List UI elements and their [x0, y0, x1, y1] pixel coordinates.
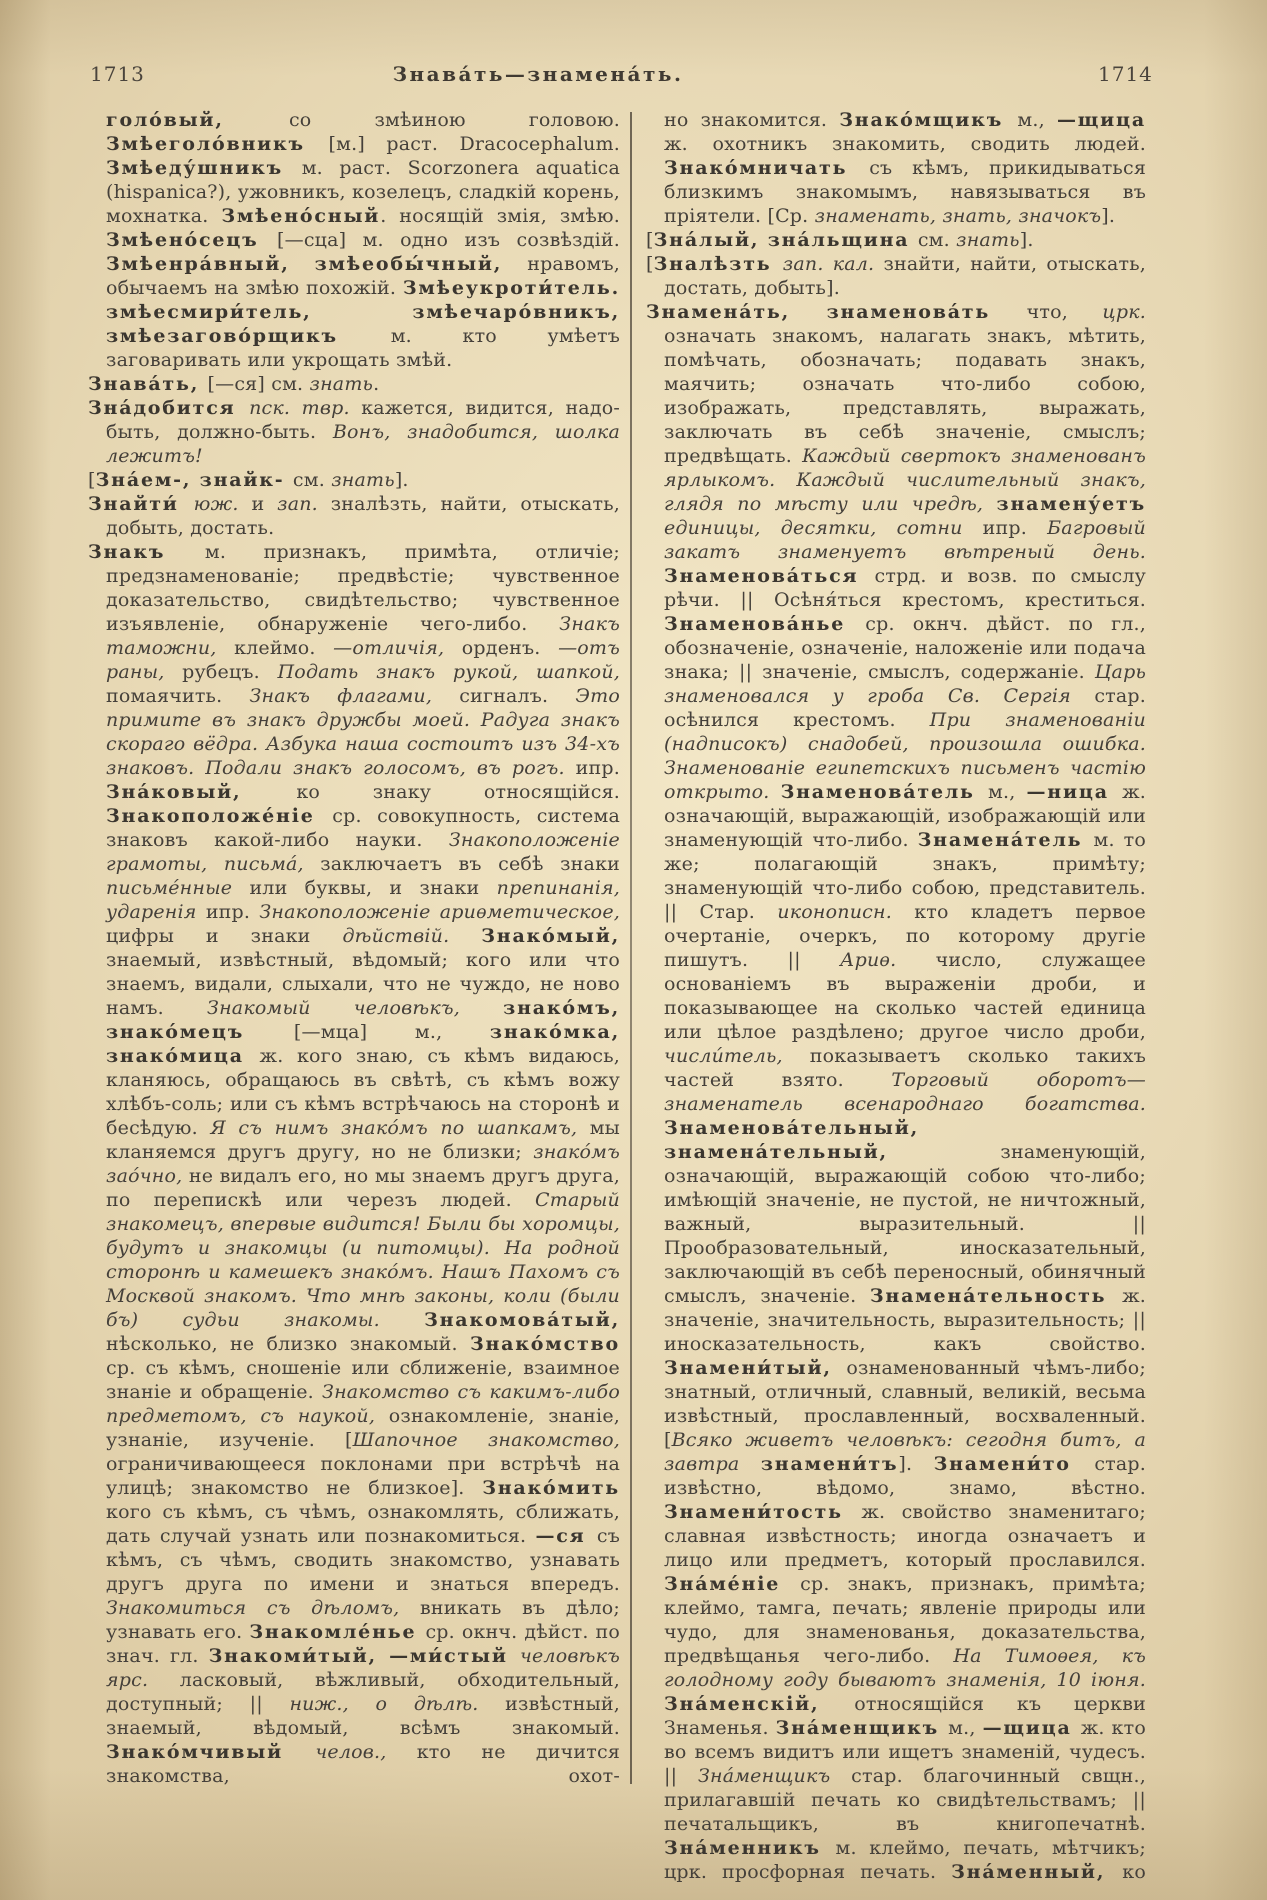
definition-text: [—ся] см. [207, 373, 310, 395]
dictionary-entry [646, 252, 1146, 300]
dictionary-entry [88, 372, 620, 396]
headword-text: Знакъ [88, 541, 205, 563]
headword-text: —ся [535, 1525, 597, 1547]
headword-text: Зна́менщикъ [775, 1717, 949, 1739]
definition-text: означать знакомъ, налагать знакъ, мѣтить, помѣчать, обозначать; подавать знакъ, маячить; означать что-либо собою, изображать, представлять, выражать, заключать въ себѣ значеніе, смыслъ; предвѣщать. [664, 325, 1146, 467]
headword-text: Знаменова́ться [664, 565, 875, 587]
headword-text: знамени́тъ [760, 1453, 899, 1475]
definition-text: ср. окнч. дѣйст. по знач. гл. [106, 1621, 620, 1667]
headword-text: Зна́ме́ніе [664, 1573, 801, 1595]
page-number-right: 1714 [1098, 62, 1153, 86]
example-text: Ариѳ. [840, 949, 936, 971]
example-text: Шапочное знакомство, [352, 1429, 620, 1451]
example-text: Знакомиться съ дѣломъ, [106, 1597, 421, 1619]
headword-text: Знако́мить [482, 1477, 620, 1499]
definition-text: ]. [1019, 229, 1034, 251]
definition-text: ограничивающееся поклонами при встрѣчѣ на улицѣ; знакомство не близкое]. [106, 1453, 620, 1499]
definition-text: ср. съ кѣмъ, сношеніе или сближеніе, взаимное знаніе и обращеніе. [106, 1357, 620, 1403]
headword-text: Змѣеду́шникъ [106, 157, 302, 179]
headword-text: Знайти́ [88, 493, 194, 515]
headword-text: Знамена́тельность [869, 1285, 1123, 1307]
definition-text: вникать въ дѣло; узнавать его. [106, 1597, 620, 1643]
definition-text: [ [646, 253, 654, 275]
headword-text: голо́вый, [106, 109, 289, 131]
example-text: дѣйствій. [342, 925, 482, 947]
definition-text: ж. означающій, выражающій, изображающій или знаменующій что-либо. [664, 781, 1146, 851]
headword-text: Знако́мщикъ [839, 109, 1018, 131]
definition-text: ]. [1101, 205, 1116, 227]
definition-text: ко [1122, 1861, 1146, 1883]
definition-text: что, [1026, 301, 1103, 323]
headword-text: Знакоположе́ніе [106, 805, 333, 827]
example-text: Это примите въ знакъ дружбы моей. Радуга знакъ скораго вёдра. Азбука наша состоитъ изъ 34-хъ знаковъ. Подали знакъ голосомъ, въ рогъ. [106, 685, 620, 779]
definition-text: кто кладетъ первое очертаніе, очеркъ, по которому другіе пишутъ. || [664, 901, 1146, 971]
example-text: Подать знакъ рукой, шапкой, [277, 661, 620, 683]
definition-text: м., [948, 1717, 983, 1739]
definition-text: стар. извѣстно, вѣдомо, знамо, вѣстно. [664, 1453, 1147, 1499]
definition-text: [м.] раст. Dracocephalum. [328, 133, 620, 155]
definition-text: зналѣзть, найти, отыскать, добыть, достать. [106, 493, 620, 539]
dictionary-entry [88, 396, 620, 468]
definition-text: ипр. [205, 901, 260, 923]
running-title: Знава́ть—знамена́ть. [392, 62, 684, 86]
example-text: Багровый закатъ знаменуетъ вѣтреный день. [664, 517, 1146, 563]
example-text: ниж., о дѣлѣ. [289, 1693, 506, 1715]
headword-text: Знаменова́тель [780, 781, 988, 803]
example-text: знать [956, 229, 1020, 251]
example-text: Старый знакомецъ, впервые видится! Были бы хоромцы, будутъ и знакомцы (и питомцы). На родной сторонѣ и камешекъ знако́мъ. Нашъ Пахомъ съ Москвой знакомъ. Что мнѣ законы, коли (были бъ) судьи знакомы. [106, 1189, 620, 1331]
page-header [0, 62, 1267, 92]
example-text: црк. [1102, 301, 1147, 323]
dictionary-entry [646, 300, 1146, 1884]
example-text: единицы, десятки, сотни [664, 517, 983, 539]
headword-text: Змѣеукроти́тель. змѣесмири́тель, змѣечаро́вникъ, змѣезагово́рщикъ [106, 277, 620, 347]
headword-text: Зналѣзть [653, 253, 783, 275]
headword-text: Знамени́тый, [664, 1357, 847, 1379]
headword-text: знако́мъ, знако́мецъ [106, 997, 620, 1043]
headword-text: Зна́добится [88, 397, 250, 419]
definition-text: заключаетъ въ себѣ знаки [320, 853, 621, 875]
definition-text: ]. [898, 1453, 934, 1475]
definition-text: число, служащее основаніемъ въ выраженіи дроби, и показывающее на сколько частей единица или цѣлое раздѣлено; другое число дроби, [664, 949, 1146, 1043]
example-text: знаменать, знать, значокъ [814, 205, 1102, 227]
definition-text: ознаменованный чѣмъ-либо; знатный, отличный, славный, великій, весьма извѣстный, прославленный, восхваленный. [ [664, 1357, 1146, 1451]
definition-text: м. то же; полагающій знакъ, примѣту; знаменующій что-либо собою, представитель. || Стар. [664, 829, 1146, 923]
page-number-left: 1713 [90, 62, 145, 86]
headword-text: Знако́мничать [664, 157, 870, 179]
left-column [88, 108, 620, 1788]
definition-text: но знакомится. [664, 109, 840, 131]
right-column [646, 108, 1146, 1884]
definition-text: . [373, 373, 380, 395]
example-text: Знакоположеніе ариѳметическое, [259, 901, 621, 923]
definition-text: [ [88, 469, 96, 491]
dictionary-entry [88, 468, 620, 492]
definition-text: орденъ. [461, 637, 559, 659]
definition-text: извѣстный, знаемый, вѣдомый, всѣмъ знакомый. [106, 1693, 620, 1739]
definition-text: ознакомленіе, знаніе, узнаніе, изученіе. [ [106, 1405, 621, 1451]
headword-text: Зна́ем-, знайк- [95, 469, 293, 491]
example-text: зап. кал. [782, 253, 884, 275]
definition-text: ср. окнч. дѣйст. по гл., обозначеніе, означеніе, наложеніе или подача знака; || значеніе, смыслъ, содержаніе. [664, 613, 1146, 683]
headword-text: —щица [982, 1717, 1081, 1739]
example-text: знать [309, 373, 374, 395]
definition-text: кажется, видится, надо-быть, должно-быть. [106, 397, 620, 443]
definition-text: цифры и знаки [106, 925, 343, 947]
headword-text: Змѣено́сецъ [106, 229, 278, 251]
headword-text: Знамени́тость [664, 1501, 862, 1523]
definition-text: м. кто умѣетъ заговаривать или укрощать змѣй. [106, 325, 620, 371]
headword-text: Знамена́тель [917, 829, 1094, 851]
example-text: пск. твр. [249, 397, 362, 419]
definition-text: ж. кто во всемъ видитъ или ищетъ знаменій, чудесъ. || [664, 1717, 1146, 1787]
example-text: зап. [277, 493, 331, 515]
definition-text: ср. совокупность, система знаковъ какой-либо науки. [106, 805, 620, 851]
headword-text: Зна́менникъ [664, 1837, 836, 1859]
example-text: Торговый оборотъ—знаменатель всенароднаго богатства. [664, 1069, 1146, 1115]
example-text: Царь знаменовался у гроба Св. Сергія [664, 661, 1146, 707]
definition-text: стар. осѣнился крестомъ. [664, 685, 1146, 731]
example-text: знать [331, 469, 395, 491]
definition-text: не видалъ его, но мы знаемъ другъ друга, по перепискѣ или черезъ людей. [106, 1165, 620, 1211]
definition-text: кто не дичится знакомства, охот- [106, 1741, 621, 1787]
headword-text: Зна́менскій, [664, 1693, 855, 1715]
dictionary-entry [646, 108, 1146, 228]
definition-text: ]. [394, 469, 409, 491]
headword-text: Знаменова́нье [664, 613, 866, 635]
definition-text: нѣсколько, не близко знакомый. [106, 1333, 470, 1355]
definition-text: клеймо. [234, 637, 334, 659]
headword-text: Зна́менный, [951, 1861, 1123, 1883]
definition-text: помаячить. [106, 685, 250, 707]
headword-text: Знамени́то [933, 1453, 1095, 1475]
example-text: —отличія, [333, 637, 462, 659]
example-text: юж. [193, 493, 252, 515]
definition-text: ко знаку относящійся. [296, 781, 620, 803]
example-text: При знаменованіи (надписокъ) снадобей, произошла ошибка. Знаменованіе египетскихъ письменъ частію открыто. [664, 709, 1146, 803]
definition-text: ипр. [575, 757, 620, 779]
definition-text: кого съ кѣмъ, съ чѣмъ, ознакомлять, сближать, дать случай узнать или познакомиться. [106, 1501, 620, 1547]
example-text: числи́тель, [664, 1045, 810, 1067]
definition-text: ж. кого знаю, съ кѣмъ видаюсь, кланяюсь, обращаюсь въ свѣтѣ, съ кѣмъ вожу хлѣбъ-соль; или съ кѣмъ встрѣчаюсь на сторонѣ и бесѣдую. [106, 1045, 620, 1139]
example-text: знако́мъ зао́чно, [106, 1141, 620, 1187]
dictionary-entry [88, 540, 620, 1788]
headword-text: —щица [1057, 109, 1146, 131]
headword-text: Знава́ть, [88, 373, 208, 395]
example-text: письме́нные [106, 877, 250, 899]
definition-text: ж. значеніе, значительность, выразительность; || иносказательность, какъ свойство. [664, 1285, 1146, 1355]
example-text: Знакъ таможни, [106, 613, 620, 659]
example-text: Знакомый человѣкъ, [207, 997, 504, 1019]
headword-text: —ница [1026, 781, 1123, 803]
definition-text: м., [987, 781, 1027, 803]
headword-text: Знаменова́тельный, знамена́тельный, [664, 1117, 1001, 1163]
headword-text: Змѣено́сный [221, 205, 381, 227]
definition-text: рубецъ. [182, 661, 278, 683]
definition-text: нравомъ, обычаемъ на змѣю похожій. [106, 253, 620, 299]
definition-text: или буквы, и знаки [249, 877, 497, 899]
definition-text: знаемый, извѣстный, вѣдомый; кого или что знаемъ, видали, слыхали, что не чуждо, не ново намъ. [106, 949, 620, 1019]
definition-text: мы кланяемся другъ другу, но не близки; [106, 1117, 620, 1163]
definition-text: съ кѣмъ, съ чѣмъ, сводить знакомство, узнавать другъ друга по имени и знаться впередъ. [106, 1525, 620, 1595]
example-text: Вонъ, знадобится, шолка лежитъ! [106, 421, 620, 467]
headword-text: Знако́мство [469, 1333, 620, 1355]
example-text: Каждый свертокъ знаменованъ ярлыкомъ. Каждый числительный знакъ, глядя по мѣсту или чредѣ, [664, 445, 1147, 515]
headword-text: Знамена́ть, знаменова́ть [646, 301, 1027, 323]
definition-text: относящійся къ церкви Знаменья. [664, 1693, 1146, 1739]
dictionary-entry [646, 228, 1146, 252]
definition-text: м., [1017, 109, 1057, 131]
definition-text: стрд. и возв. по смыслу рѣчи. || Осѣня́ться крестомъ, креститься. [664, 565, 1146, 611]
example-text: человѣкъ ярс. [106, 1645, 620, 1691]
example-text: челов., [315, 1741, 417, 1763]
definition-text: см. [917, 229, 957, 251]
example-text: Знакъ флагами, [249, 685, 460, 707]
definition-text: показываетъ сколько такихъ частей взято. [664, 1045, 1146, 1091]
dictionary-entry [88, 108, 620, 372]
definition-text: ипр. [982, 517, 1048, 539]
definition-text: съ кѣмъ, прикидываться близкимъ знакомымъ, навязываться въ пріятели. [Ср. [664, 157, 1147, 227]
definition-text: знаменующій, означающій, выражающій собою что-либо; имѣющій значеніе, не пустой, не ничтожный, важный, выразительный. || Прообразовательный, иносказательный, заключающій въ себѣ переносный, обинячный смыслъ, значеніе. [664, 1141, 1146, 1307]
definition-text: [ [646, 229, 654, 251]
definition-text: [—мца] м., [293, 1021, 490, 1043]
definition-text: ласковый, вѣжливый, обходительный, доступный; || [106, 1669, 620, 1715]
example-text: Я съ нимъ знако́мъ по шапкамъ, [210, 1117, 590, 1139]
example-text: Зна́менщикъ [697, 1765, 852, 1787]
example-text: Знакомство съ какимъ-либо предметомъ, съ наукой, [106, 1381, 620, 1427]
definition-text: со змѣиною головою. [288, 109, 620, 131]
example-text: На Тимоѳея, къ голодному году бываютъ знаменія, 10 іюня. [664, 1645, 1147, 1691]
definition-text: ж. свойство знаменитаго; славная извѣстность; иногда означаетъ и лицо или предметъ, который прославился. [664, 1501, 1146, 1571]
definition-text: знайти, найти, отыскать, достать, добыть]. [664, 253, 1146, 299]
headword-text: Знакоми́тый, —ми́стый [208, 1645, 520, 1667]
headword-text: Знако́мый, [481, 925, 621, 947]
example-text: иконописн. [777, 901, 915, 923]
headword-text: Знако́мчивый [106, 1741, 316, 1763]
headword-text: Зна́лый, зна́льщина [653, 229, 918, 251]
definition-text: сигналъ. [459, 685, 576, 707]
definition-text: ж. охотникъ знакомить, сводить людей. [664, 133, 1146, 155]
column-divider [630, 112, 632, 1784]
headword-text: знако́мка, знако́мица [106, 1021, 620, 1067]
headword-text: Змѣенра́вный, змѣеобы́чный, [106, 253, 528, 275]
example-text: —отъ раны, [106, 637, 620, 683]
definition-text: ср. знакъ, признакъ, примѣта; клеймо, тамга, печать; явленіе природы или чудо, для знаменованья, доказательства, предвѣщанья чего-либо. [664, 1573, 1146, 1667]
definition-text: и [251, 493, 278, 515]
example-text: Знакоположеніе грамоты, письма́, [106, 829, 620, 875]
definition-text: м. клеймо, печать, мѣтчикъ; црк. просфорная печать. [664, 1837, 1146, 1883]
headword-text: Знакомова́тый, [424, 1309, 620, 1331]
definition-text: м. раст. Scorzonera aquatica (hispanica?), ужовникъ, козелецъ, сладкій корень, мохнатка. [106, 157, 620, 227]
headword-text: Змѣеголо́вникъ [106, 133, 329, 155]
example-text: Всяко живетъ человѣкъ: сегодня битъ, а завтра [664, 1429, 1146, 1475]
definition-text: . носящій змія, змѣю. [380, 205, 620, 227]
definition-text: м. признакъ, примѣта, отличіе; предзнаменованіе; предвѣстіе; чувственное доказательство, свидѣтельство; чувственное изъявленіе, обнаруженіе чего-либо. [106, 541, 620, 635]
example-text: препинанія, ударенія [106, 877, 621, 923]
definition-text: [—сца] м. одно изъ созвѣздій. [277, 229, 620, 251]
definition-text: см. [292, 469, 332, 491]
dictionary-entry [88, 492, 620, 540]
definition-text: стар. благочинный свщн., прилагавшій печать ко свидѣтельствамъ; || печатальщикъ, въ книгопечатнѣ. [664, 1765, 1146, 1835]
headword-text: Знакомле́нье [249, 1621, 426, 1643]
headword-text: Зна́ковый, [106, 781, 297, 803]
headword-text: знамену́етъ [996, 493, 1146, 515]
